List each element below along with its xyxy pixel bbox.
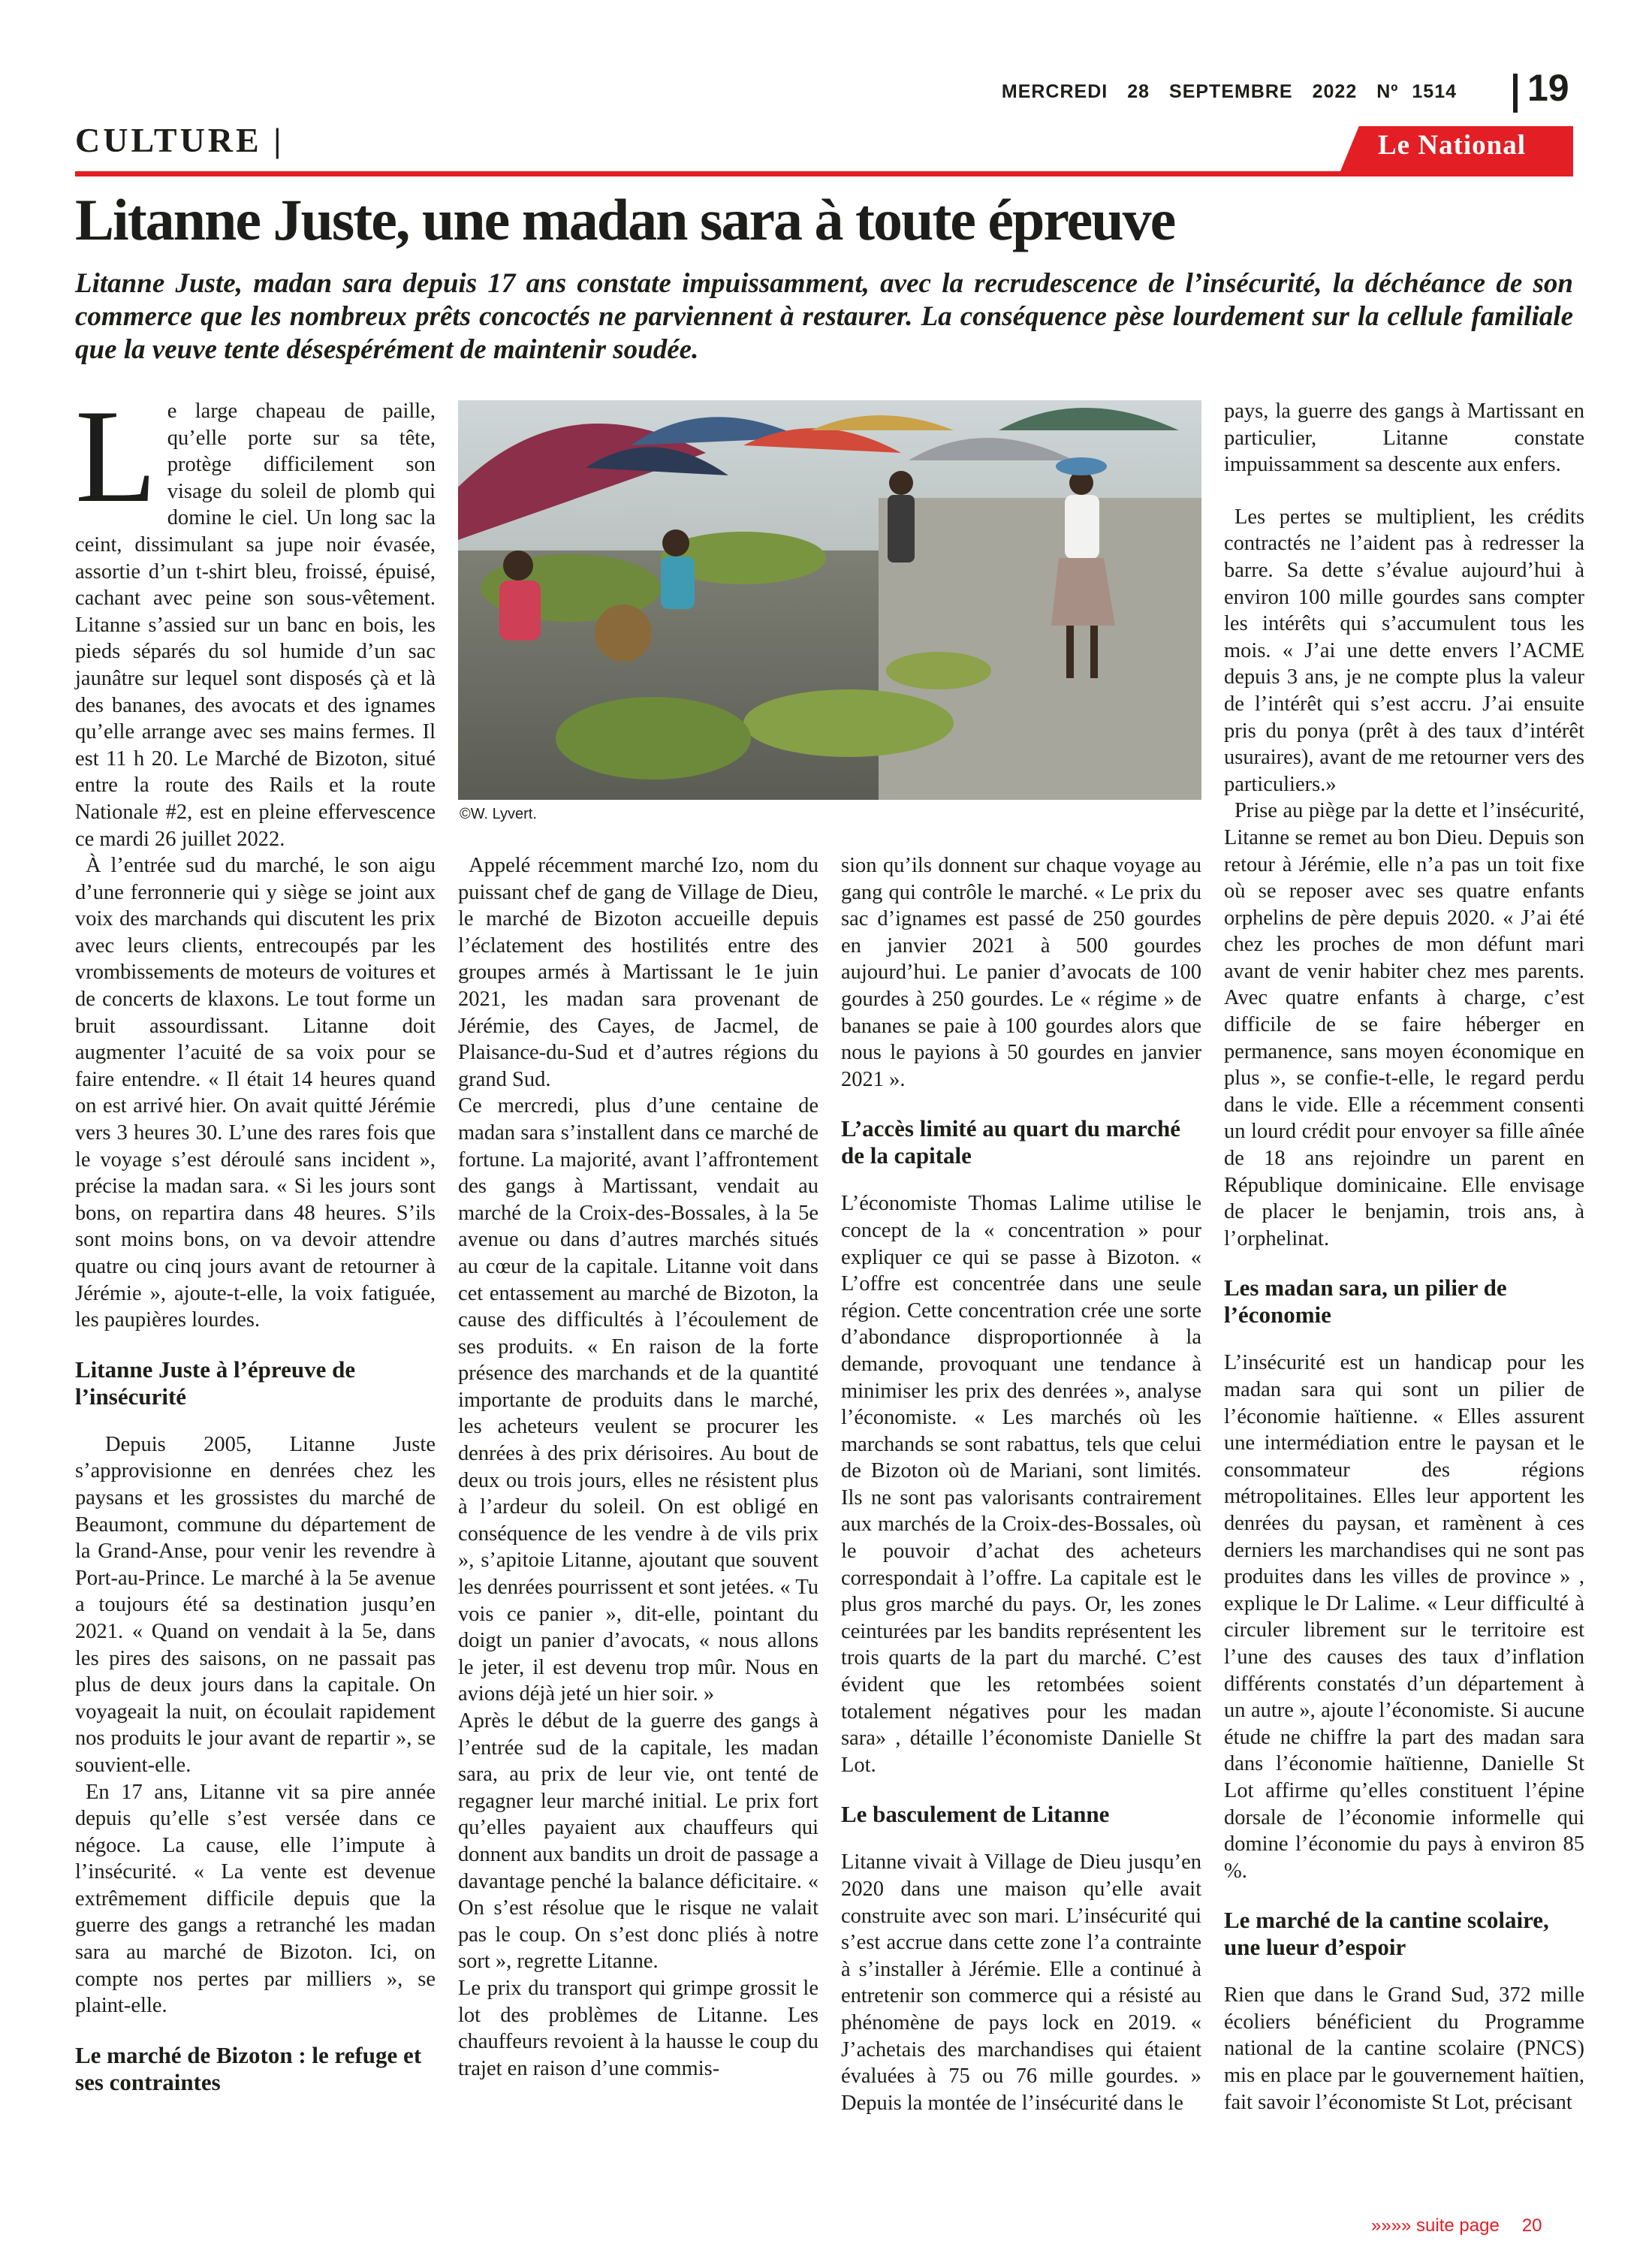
page-number: 19 <box>1527 67 1569 109</box>
subheading: L’accès limité au quart du marché de la capitale <box>841 1115 1181 1169</box>
headline: Litanne Juste, une madan sara à toute épreuve <box>75 187 1175 252</box>
column-4 <box>1224 398 1584 2116</box>
lead-paragraph <box>75 382 436 852</box>
continued-page: 20 <box>1521 2215 1542 2236</box>
subheading: Le marché de Bizoton : le refuge et ses contraintes <box>75 2041 422 2095</box>
subheading: Le basculement de Litanne <box>841 1801 1110 1828</box>
header-divider <box>1513 74 1518 113</box>
paragraph: L’insécurité est un handicap pour les madan sara qui sont un pilier de l’économie haïtienne. « Elles assurent une intermédiation entre le paysan et le consommateur des régions métropolitaines. Elles leur apportent les denrées du paysan, et ramènent à ces derniers les marchandises qui ne sont pas produites dans les villes de province » , explique le Dr Lalime. « Leur difficulté à circuler librement sur le territoire est l’une des causes des taux d’inflation différents constatés d’un département à un autre », ajoute l’économiste. Si aucune étude ne chiffre la part des madan sara dans l’économie haïtienne, Danielle St Lot affirme qu’elles constituent l’épine dorsale de l’économie informelle qui domine l’économie du pays à environ 85 %. <box>1224 1351 1584 1883</box>
date-year: 2022 <box>1312 81 1358 102</box>
drop-cap: L <box>75 382 157 530</box>
subheading: Litanne Juste à l’épreuve de l’insécurité <box>75 1356 356 1410</box>
dateline <box>982 81 1457 103</box>
paragraph: Prise au piège par la dette et l’insécurité, Litanne se remet au bon Dieu. Depuis son retour à Jérémie, elle n’a pas un toit fixe où se reposer avec ses quatre enfants orphelins de père depuis 2020. « J’ai été chez les proches de mon défunt mari avant de venir habiter chez mes parents. Avec quatre enfants à charge, c’est difficile de se faire héberger en permanence, sans moyen économique en plus », se confie-t-elle, le regard perdu dans le vide. Elle a récemment consenti un lourd crédit pour envoyer sa fille aînée de 18 ans rejoindre un parent en République dominicaine. Elle envisage de placer le benjamin, trois ans, à l’orphelinat. <box>1224 799 1584 1250</box>
paragraph: sion qu’ils donnent sur chaque voyage au gang qui contrôle le marché. « Le prix du sac d’ignames est passé de 250 gourdes en janvier 2021 à 500 gourdes aujourd’hui. Le panier d’avocats de 100 gourdes à 250 gourdes. Le « régime » de bananes se paie à 100 gourdes alors que nous le payions à 50 gourdes en janvier 2021 ». <box>841 854 1201 1091</box>
lead-text: e large chapeau de paille, qu’elle porte sur sa tête, protège difficilement son visage du soleil de plomb qui domine le ciel. Un long sac la ceint, dissimulant sa jupe noir évasée, assortie d’un t-shirt bleu, froissé, épuisé, cachant avec peine son sous-vêtement. Litanne s’assied sur un banc en bois, les pieds séparés du sol humide d’un sac jaunâtre sur lequel sont disposés çà et là des bananes, des avocats et des ignames qu’elle arrange avec ses mains fermes. Il est 11 h 20. Le Marché de Bizoton, situé entre la route des Rails et la route Nationale #2, est en pleine effervescence ce mardi 26 juillet 2022. <box>75 400 436 851</box>
paragraph: Le prix du transport qui grimpe grossit le lot des problèmes de Litanne. Les chauffeurs revoient à la hausse le coup du trajet en raison d’une commis- <box>458 1976 818 2080</box>
header-rule <box>75 171 1573 176</box>
date-month: SEPTEMBRE <box>1169 81 1293 102</box>
page-header <box>0 0 1652 180</box>
paragraph: pays, la guerre des gangs à Martissant en particulier, Litanne constate impuissamment sa descente aux enfers. <box>1224 400 1584 477</box>
issue-number: Nº 1514 <box>1376 81 1457 102</box>
paragraph: Litanne vivait à Village de Dieu jusqu’en 2020 dans une maison qu’elle avait construite avec son mari. L’insécurité qui s’est accrue dans cette zone l’a contrainte à s’installer à Jérémie. Elle a continué à entretenir son commerce qui a résisté au phénomène de pays lock en 2019. « J’achetais des marchandises qui étaient évaluées à 75 ou 76 mille gourdes. » Depuis la montée de l’insécurité dans le <box>841 1850 1201 2115</box>
column-3 <box>841 852 1201 2116</box>
date-number: 28 <box>1127 81 1150 102</box>
paragraph: Rien que dans le Grand Sud, 372 mille écoliers bénéficient du Programme national de la cantine scolaire (PNCS) mis en place par le gouvernement haïtien, fait savoir l’économiste St Lot, précisant <box>1224 1983 1584 2114</box>
subheading: Les madan sara, un pilier de l’économie <box>1224 1274 1507 1329</box>
continued-link[interactable] <box>1371 2215 1542 2236</box>
market-photo <box>458 400 1201 800</box>
photo-credit: ©W. Lyvert. <box>460 806 537 822</box>
market-scene-illustration <box>458 400 1201 800</box>
section-label: CULTURE | <box>75 121 285 159</box>
standfirst: Litanne Juste, madan sara depuis 17 ans constate impuissamment, avec la recrudescence de l’insécurité, la déchéance de son commerce que les nombreux prêts concoctés ne parviennent à restaurer. La conséquence pèse lourdement sur la cellule familiale que la veuve tente désespérément de maintenir soudée. <box>75 268 1573 365</box>
column-2 <box>458 852 818 2082</box>
paragraph: En 17 ans, Litanne vit sa pire année depuis qu’elle s’est versée dans ce négoce. La cause, elle l’impute à l’insécurité. « La vente est devenue extrêmement difficile depuis que la guerre des gangs a retranché les madan sara au marché de Bizoton. Ici, on compte nos pertes par milliers », se plaint-elle. <box>75 1780 436 2018</box>
paragraph: Depuis 2005, Litanne Juste s’approvisionne en denrées chez les paysans et les grossistes du marché de Beaumont, commune du département de la Grand-Anse, pour venir les revendre à Port-au-Prince. Le marché à la 5e avenue a toujours été sa destination jusqu’en 2021. « Quand on vendait à la 5e, dans les pires des saisons, on ne passait pas plus de deux jours dans la capitale. On voyageait la nuit, on écoulait rapidement nos produits le jour avant de repartir », se souvient-elle. <box>75 1432 436 1777</box>
brand-name: Le National <box>1378 130 1527 161</box>
paragraph: Les pertes se multiplient, les crédits contractés ne l’aident pas à redresser la barre. Sa dette s’évalue aujourd’hui à environ 100 mille gourdes sans compter les intérêts qui s’accumulent tous les mois. « J’ai une dette envers l’ACME depuis 3 ans, je ne compte plus la valeur de l’intérêt qui s’est accru. J’ai ensuite pris du ponya (prêt à des taux d’intérêt usuraires), avant de me retourner vers des particuliers.» <box>1224 505 1584 796</box>
continued-label: »»»» suite page <box>1371 2215 1500 2236</box>
subheading: Le marché de la cantine scolaire, une lueur d’espoir <box>1224 1907 1549 1961</box>
paragraph: L’économiste Thomas Lalime utilise le concept de la « concentration » pour expliquer ce qui se passe à Bizoton. « L’offre est concentrée dans une seule région. Cette concentration crée une sorte d’abondance disproportionnée à la demande, provoquant une tendance à minimiser les prix des denrées », analyse l’économiste. « Les marchés où les marchands se sont rabattus, tels que celui de Bizoton où de Mariani, sont limités. Ils ne sont pas valorisants contrairement aux marchés de la Croix-des-Bossales, où le pouvoir d’achat des acheteurs correspondait à l’offre. La capitale est le plus gros marché du pays. Or, les zones ceinturées par les bandits représentent les trois quarts de la part du marché. C’est évident que les retombées soient totalement négatives pour les madan sara» , détaille l’économiste Danielle St Lot. <box>841 1192 1201 1777</box>
date-day: MERCREDI <box>1001 81 1108 102</box>
paragraph: À l’entrée sud du marché, le son aigu d’une ferronnerie qui y siège se joint aux voix des marchands qui discutent les prix avec leurs clients, entrecoupés par les vrombissements de moteurs de voitures et de concerts de klaxons. Le tout forme un bruit assourdissant. Litanne doit augmenter l’acuité de sa voix pour se faire entendre. « Il était 14 heures quand on est arrivé hier. On avait quitté Jérémie vers 3 heures 30. L’une des rares fois que le voyage s’est déroulé sans incident », précise la madan sara. « Si les jours sont bons, on repartira dans 48 heures. S’ils sont moins bons, on va devoir attendre quatre ou cinq jours avant de retourner à Jérémie », ajoute-t-elle, la voix fatiguée, les paupières lourdes. <box>75 854 436 1332</box>
paragraph: Après le début de la guerre des gangs à l’entrée sud de la capitale, les madan sara, au prix de leur vie, ont tenté de regagner leur marché initial. Le prix fort qu’elles payaient aux chauffeurs qui donnent aux bandits un droit de passage a davantage penché la balance déficitaire. « On s’est résolue que le risque ne valait pas le coup. On s’est donc pliés à notre sort », regrette Litanne. <box>458 1709 818 1974</box>
paragraph: Appelé récemment marché Izo, nom du puissant chef de gang de Village de Dieu, le marché de Bizoton accueille depuis l’éclatement des hostilités entre des groupes armés à Martissant le 1e juin 2021, les madan sara provenant de Jérémie, des Cayes, de Jacmel, de Plaisance-du-Sud et d’autres régions du grand Sud. <box>458 854 818 1091</box>
paragraph: Ce mercredi, plus d’une centaine de madan sara s’installent dans ce marché de fortune. La majorité, avant l’affrontement des gangs à Martissant, vendait au marché de la Croix-des-Bossales, à la 5e avenue ou dans d’autres marchés situés au cœur de la capitale. Litanne voit dans cet entassement au marché de Bizoton, la cause des difficultés à l’écoulement de ses produits. « En raison de la forte présence des marchands et de la quantité importante de produits dans le marché, les acheteurs veulent se procurer les denrées à des prix dérisoires. Au bout de deux ou trois jours, elles ne résistent plus à l’ardeur du soleil. On est obligé en conséquence de les vendre à de vils prix », s’apitoie Litanne, ajoutant que souvent les denrées pourrissent et sont jetées. « Tu vois ce panier », dit-elle, pointant du doigt un panier d’avocats, « nous allons le jeter, il est devenu trop mûr. Nous en avions déjà jeté un hier soir. » <box>458 1094 818 1706</box>
column-1 <box>75 382 436 2117</box>
